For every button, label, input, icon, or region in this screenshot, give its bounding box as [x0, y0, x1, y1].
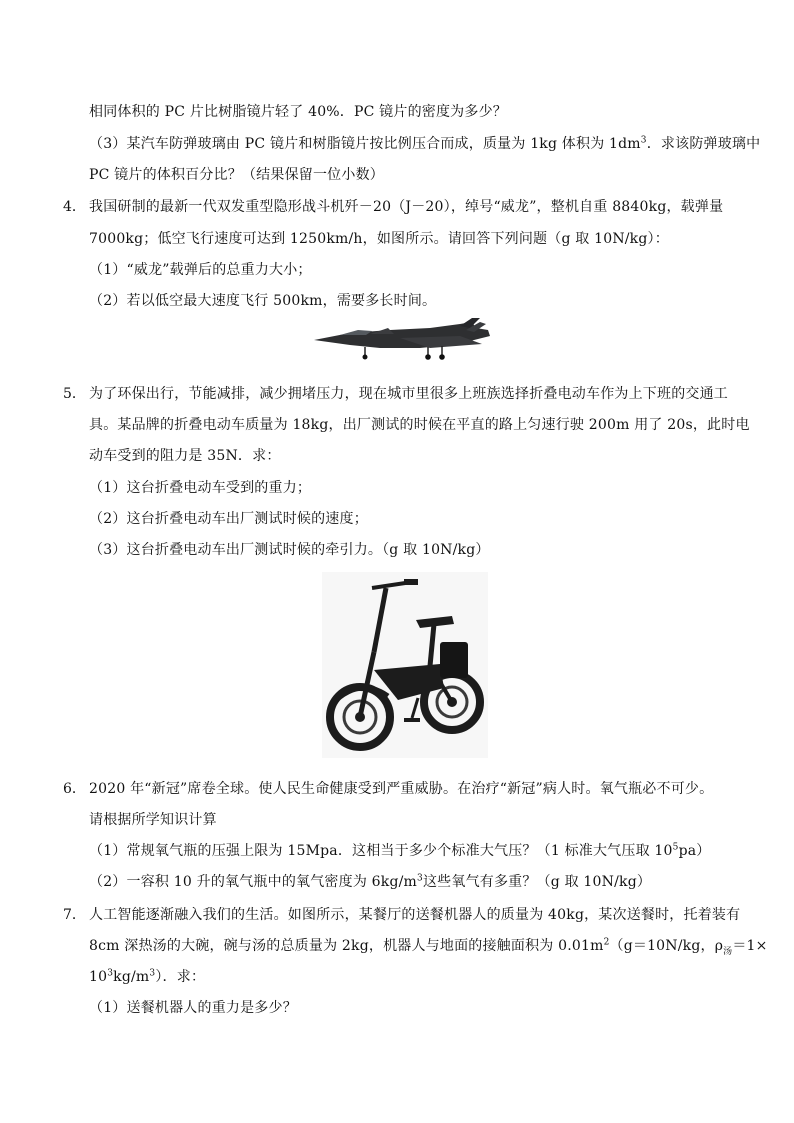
q5-line-3: 动车受到的阻力是 35N．求：	[89, 448, 281, 464]
q6-line-2: 请根据所学知识计算	[89, 812, 217, 828]
superscript: 3	[149, 968, 156, 979]
q7-line-2	[89, 937, 768, 955]
subscript: 汤	[723, 946, 733, 957]
q7-line-2-text-c: ＝1×	[732, 938, 768, 954]
q4-line-2: 7000kg；低空飞行速度可达到 1250km/h，如图所示。请回答下列问题（g 取 10N/kg）：	[89, 231, 669, 247]
q5-line-2: 具。某品牌的折叠电动车质量为 18kg，出厂测试的时候在平直的路上匀速行驶 200m 用了 20s，此时电	[89, 417, 750, 433]
q5-line-1: 为了环保出行，节能减排，减少拥堵压力，现在城市里很多上班族选择折叠电动车作为上下班的交通工	[89, 386, 728, 402]
superscript: 5	[672, 842, 679, 853]
q3-part-3-text-b: ．求该防弹玻璃中	[646, 136, 761, 152]
question-number-7: 7．	[63, 907, 86, 923]
q6-sub-2-text-b: 这些氧气有多重？（g 取 10N/kg）	[422, 874, 652, 890]
superscript: 3	[640, 135, 647, 146]
superscript: 3	[417, 873, 423, 884]
q6-sub-2-text-a: （2）一容积 10 升的氧气瓶中的氧气密度为 6kg/m	[89, 874, 418, 890]
superscript: 2	[603, 937, 610, 948]
q4-line-1: 我国研制的最新一代双发重型隐形战斗机歼－20（J－20），绰号“威龙”，整机自重 8840kg，载弹量	[89, 199, 724, 215]
q7-line-2-text-b: （g＝10N/kg，ρ	[609, 938, 724, 954]
q5-sub-1: （1）这台折叠电动车受到的重力；	[89, 480, 312, 496]
q4-sub-2: （2）若以低空最大速度飞行 500km，需要多长时间。	[89, 293, 437, 309]
q3-line-1: 相同体积的 PC 片比树脂镜片轻了 40%．PC 镜片的密度为多少？	[89, 104, 507, 120]
q7-line-3	[89, 968, 205, 986]
j20-fighter-jet-image	[310, 318, 496, 362]
question-number-4: 4．	[63, 199, 86, 215]
q5-sub-2: （2）这台折叠电动车出厂测试时候的速度；	[89, 511, 368, 527]
q4-sub-1: （1）“威龙”载弹后的总重力大小；	[89, 262, 312, 278]
q7-line-3-text-c: ）．求：	[155, 969, 206, 985]
q6-sub-1	[89, 842, 711, 860]
q6-line-1: 2020 年“新冠”席卷全球。使人民生命健康受到严重威胁。在治疗“新冠”病人时。氧气瓶必不可少。	[89, 781, 714, 797]
q5-sub-3: （3）这台折叠电动车出厂测试时候的牵引力。（g 取 10N/kg）	[89, 542, 490, 558]
q7-line-1: 人工智能逐渐融入我们的生活。如图所示，某餐厅的送餐机器人的质量为 40kg，某次送餐时，托着装有	[89, 907, 741, 923]
q3-part-3	[89, 135, 760, 153]
q7-line-2-text-a: 8cm 深热汤的大碗，碗与汤的总质量为 2kg，机器人与地面的接触面积为 0.01m	[89, 938, 604, 954]
q6-sub-2	[89, 873, 651, 891]
superscript: 3	[107, 968, 114, 979]
q7-line-3-text-b: kg/m	[113, 969, 150, 985]
question-number-6: 6．	[63, 781, 86, 797]
q3-line-3: PC 镜片的体积百分比？（结果保留一位小数）	[89, 167, 384, 183]
question-number-5: 5．	[63, 386, 86, 402]
folding-electric-bike-image	[322, 572, 488, 758]
q6-sub-1-text-b: pa）	[678, 843, 711, 859]
q7-line-3-text-a: 10	[89, 969, 108, 985]
q7-sub-1: （1）送餐机器人的重力是多少？	[89, 1000, 297, 1016]
q3-part-3-text-a: （3）某汽车防弹玻璃由 PC 镜片和树脂镜片按比例压合而成，质量为 1kg 体积为 1dm	[89, 136, 641, 152]
q6-sub-1-text-a: （1）常规氧气瓶的压强上限为 15Mpa．这相当于多少个标准大气压？（1 标准大气压取 10	[89, 843, 673, 859]
